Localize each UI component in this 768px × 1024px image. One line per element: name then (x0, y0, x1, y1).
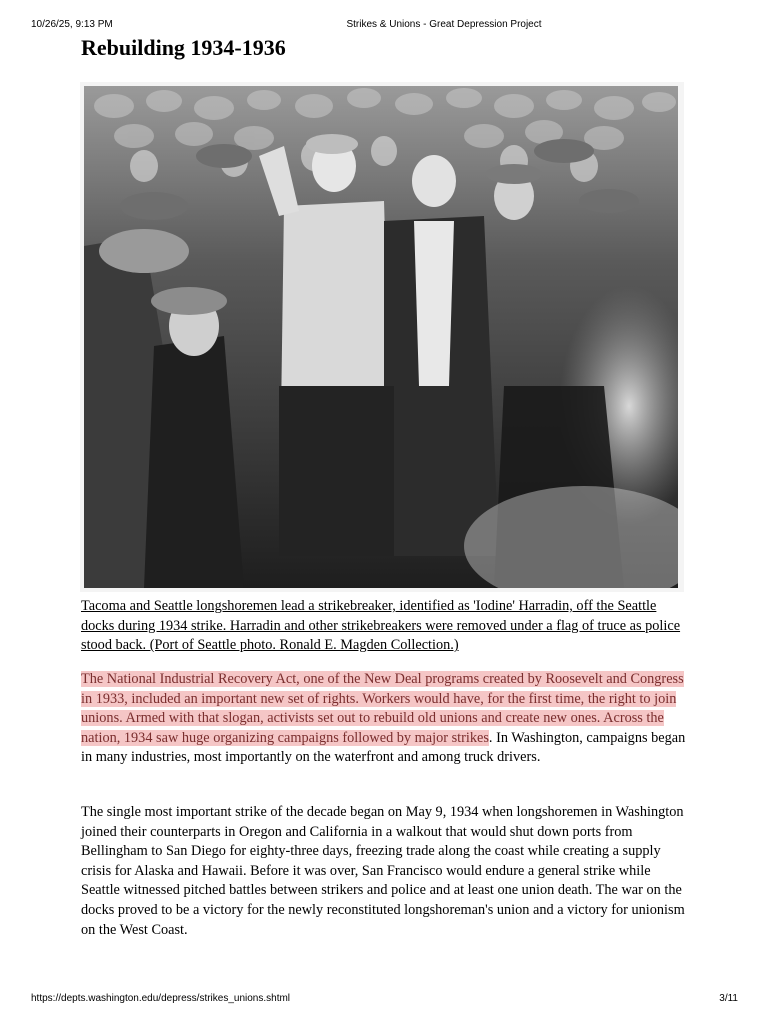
highlighted-text: The National Industrial Recovery Act, one of the New Deal programs created by Roosevelt and Congress in 1933, included an important new set of rights. Workers would have, for the first time, the right to join unions. Armed with that slogan, activists set out to rebuild old unions and create new ones. Across the nation, 1934 saw huge organizing campaigns followed by major strikes (81, 671, 684, 746)
print-url: https://depts.washington.edu/depress/strikes_unions.shtml (31, 993, 291, 1004)
photograph-image (84, 86, 678, 588)
photo-frame (80, 82, 684, 592)
print-datetime: 10/26/25, 9:13 PM (31, 19, 113, 30)
print-doc-title: Strikes & Unions - Great Depression Project (346, 19, 542, 30)
paragraph-1934-strike: The single most important strike of the decade began on May 9, 1934 when longshoremen in Washington joined their counterparts in Oregon and California in a walkout that would shut down ports from Bellingham to San Diego for eighty-three days, freezing trade along the coast while creating a supply crisis for Alaska and Hawaii. Before it was over, San Francisco would endure a general strike while Seattle witnessed pitched battles between strikers and police and at least one union death. The war on the docks proved to be a victory for the newly reconstituted longshoreman's union and a victory for unionism on the West Coast. (81, 804, 685, 938)
photo-caption: Tacoma and Seattle longshoremen lead a strikebreaker, identified as 'Iodine' Harradin, off the Seattle docks during 1934 strike. Harradin and other strikebreakers were removed under a flag of truce as police stood back. (Port of Seattle photo. Ronald E. Magden Collection.) (81, 598, 681, 654)
paragraph-nira (81, 670, 689, 768)
print-footer (0, 993, 768, 1007)
print-header (0, 19, 768, 33)
page-title: Rebuilding 1934-1936 (81, 35, 286, 60)
paragraph-text: . In Washington, campaigns began in many industries, most importantly on the waterfront and among truck drivers. (81, 729, 686, 766)
page-number: 3/11 (719, 993, 738, 1004)
